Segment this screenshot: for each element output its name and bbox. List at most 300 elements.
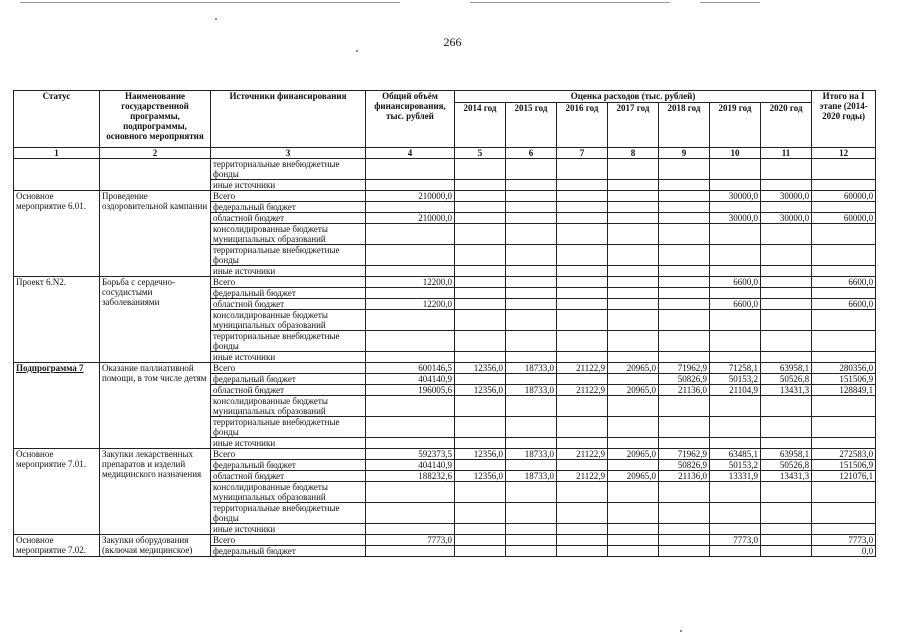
value-cell [812, 352, 876, 363]
source-cell: территориальные внебюджетные фонды [211, 331, 366, 352]
value-cell: 7773,0 [366, 535, 455, 546]
value-cell [812, 159, 876, 180]
value-cell [761, 503, 812, 524]
scan-speck [680, 630, 682, 632]
value-cell [557, 438, 608, 449]
value-cell: 12356,0 [455, 471, 506, 482]
value-cell [608, 202, 659, 213]
source-cell: федеральный бюджет [211, 374, 366, 385]
value-cell [366, 224, 455, 245]
value-cell: 404140,9 [366, 460, 455, 471]
value-cell [557, 482, 608, 503]
value-cell: 12356,0 [455, 363, 506, 374]
value-cell: 280356,0 [812, 363, 876, 374]
column-number: 7 [557, 148, 608, 159]
value-cell [659, 535, 710, 546]
value-cell [455, 191, 506, 202]
value-cell [659, 352, 710, 363]
value-cell [659, 417, 710, 438]
value-cell [659, 277, 710, 288]
value-cell: 21122,9 [557, 363, 608, 374]
value-cell [608, 352, 659, 363]
value-cell [812, 482, 876, 503]
header-year: 2017 год [608, 103, 659, 148]
status-cell: Основное мероприятие 7.02. [14, 535, 100, 557]
value-cell [710, 159, 761, 180]
value-cell [608, 213, 659, 224]
source-cell: территориальные внебюджетные фонды [211, 159, 366, 180]
value-cell [659, 546, 710, 557]
value-cell [506, 546, 557, 557]
value-cell [557, 191, 608, 202]
value-cell [761, 417, 812, 438]
value-cell: 30000,0 [710, 191, 761, 202]
value-cell [455, 266, 506, 277]
value-cell: 71962,9 [659, 449, 710, 460]
value-cell: 21122,9 [557, 385, 608, 396]
value-cell [710, 245, 761, 266]
value-cell [366, 310, 455, 331]
value-cell: 13431,3 [761, 385, 812, 396]
value-cell [366, 202, 455, 213]
value-cell: 60000,0 [812, 191, 876, 202]
value-cell [455, 524, 506, 535]
value-cell [659, 245, 710, 266]
source-cell: иные источники [211, 266, 366, 277]
value-cell [455, 180, 506, 191]
value-cell: 210000,0 [366, 191, 455, 202]
value-cell [455, 288, 506, 299]
budget-table [13, 90, 876, 557]
value-cell: 50826,9 [659, 460, 710, 471]
value-cell [812, 331, 876, 352]
value-cell [761, 288, 812, 299]
header-year: 2015 год [506, 103, 557, 148]
value-cell: 188232,6 [366, 471, 455, 482]
value-cell [761, 310, 812, 331]
value-cell [608, 524, 659, 535]
value-cell [506, 180, 557, 191]
column-number: 9 [659, 148, 710, 159]
value-cell [366, 417, 455, 438]
column-number: 2 [100, 148, 211, 159]
value-cell: 272583,0 [812, 449, 876, 460]
value-cell [608, 159, 659, 180]
source-cell: федеральный бюджет [211, 202, 366, 213]
value-cell: 128849,1 [812, 385, 876, 396]
source-cell: областной бюджет [211, 213, 366, 224]
status-cell: Основное мероприятие 7.01. [14, 449, 100, 535]
value-cell [761, 180, 812, 191]
value-cell [557, 202, 608, 213]
value-cell [659, 482, 710, 503]
value-cell [366, 524, 455, 535]
header-status: Статус [14, 91, 100, 148]
value-cell: 71258,1 [710, 363, 761, 374]
value-cell [761, 352, 812, 363]
value-cell: 404140,9 [366, 374, 455, 385]
value-cell: 63958,1 [761, 363, 812, 374]
value-cell [506, 374, 557, 385]
value-cell [710, 266, 761, 277]
value-cell [366, 331, 455, 352]
value-cell: 30000,0 [710, 213, 761, 224]
value-cell [710, 180, 761, 191]
value-cell [812, 288, 876, 299]
value-cell [455, 482, 506, 503]
value-cell [455, 331, 506, 352]
name-cell: Борьба с сердечно-сосудистыми заболеваниями [100, 277, 211, 363]
value-cell [812, 180, 876, 191]
value-cell [608, 417, 659, 438]
value-cell [608, 224, 659, 245]
column-number: 11 [761, 148, 812, 159]
value-cell [455, 546, 506, 557]
value-cell [608, 331, 659, 352]
value-cell [455, 213, 506, 224]
value-cell: 20965,0 [608, 363, 659, 374]
value-cell [455, 503, 506, 524]
source-cell: территориальные внебюджетные фонды [211, 245, 366, 266]
value-cell [506, 396, 557, 417]
value-cell [608, 482, 659, 503]
value-cell [812, 245, 876, 266]
table-row [14, 449, 876, 460]
value-cell [710, 352, 761, 363]
value-cell [710, 417, 761, 438]
value-cell [506, 503, 557, 524]
name-cell: Закупки лекарственных препаратов и изделий медицинского назначения [100, 449, 211, 535]
value-cell [761, 266, 812, 277]
value-cell: 71962,9 [659, 363, 710, 374]
source-cell: Всего [211, 449, 366, 460]
value-cell: 0,0 [812, 546, 876, 557]
value-cell: 21136,0 [659, 385, 710, 396]
value-cell [557, 374, 608, 385]
value-cell [557, 245, 608, 266]
value-cell [557, 266, 608, 277]
header-total: Общий объём финансирования, тыс. рублей [366, 91, 455, 148]
value-cell: 50526,8 [761, 460, 812, 471]
value-cell [761, 524, 812, 535]
column-number: 12 [812, 148, 876, 159]
value-cell [557, 417, 608, 438]
value-cell [608, 288, 659, 299]
value-cell: 12200,0 [366, 277, 455, 288]
value-cell [557, 460, 608, 471]
scan-edge-line [20, 2, 400, 3]
value-cell: 210000,0 [366, 213, 455, 224]
value-cell [557, 396, 608, 417]
value-cell [659, 299, 710, 310]
value-cell [710, 503, 761, 524]
table-row [14, 277, 876, 288]
value-cell [710, 396, 761, 417]
column-number: 6 [506, 148, 557, 159]
status-cell [14, 159, 100, 191]
value-cell: 18733,0 [506, 385, 557, 396]
source-cell: иные источники [211, 438, 366, 449]
value-cell: 12200,0 [366, 299, 455, 310]
value-cell [710, 224, 761, 245]
name-cell: Проведение оздоровительной кампании [100, 191, 211, 277]
value-cell [659, 503, 710, 524]
value-cell: 13431,3 [761, 471, 812, 482]
value-cell [659, 396, 710, 417]
value-cell [812, 417, 876, 438]
value-cell [455, 438, 506, 449]
value-cell [761, 535, 812, 546]
status-cell: Проект 6.N2. [14, 277, 100, 363]
value-cell: 21104,9 [710, 385, 761, 396]
value-cell [659, 202, 710, 213]
status-cell: Основное мероприятие 6.01. [14, 191, 100, 277]
column-number: 4 [366, 148, 455, 159]
value-cell [455, 460, 506, 471]
source-cell: консолидированные бюджеты муниципальных образований [211, 224, 366, 245]
value-cell: 21136,0 [659, 471, 710, 482]
value-cell [506, 288, 557, 299]
value-cell [761, 396, 812, 417]
value-cell [659, 191, 710, 202]
value-cell: 20965,0 [608, 385, 659, 396]
value-cell [659, 266, 710, 277]
source-cell: федеральный бюджет [211, 288, 366, 299]
value-cell [366, 396, 455, 417]
value-cell: 6600,0 [812, 299, 876, 310]
value-cell [659, 524, 710, 535]
source-cell: федеральный бюджет [211, 460, 366, 471]
value-cell [761, 438, 812, 449]
value-cell [557, 159, 608, 180]
value-cell: 196005,6 [366, 385, 455, 396]
value-cell [506, 417, 557, 438]
value-cell [812, 202, 876, 213]
value-cell [506, 524, 557, 535]
value-cell [557, 213, 608, 224]
value-cell [506, 266, 557, 277]
value-cell [366, 159, 455, 180]
source-cell: консолидированные бюджеты муниципальных образований [211, 482, 366, 503]
value-cell [455, 202, 506, 213]
value-cell [506, 245, 557, 266]
source-cell: консолидированные бюджеты муниципальных образований [211, 396, 366, 417]
value-cell [506, 438, 557, 449]
value-cell [557, 535, 608, 546]
value-cell [506, 482, 557, 503]
source-cell: областной бюджет [211, 471, 366, 482]
column-number: 5 [455, 148, 506, 159]
value-cell [710, 482, 761, 503]
value-cell: 21122,9 [557, 449, 608, 460]
value-cell: 6600,0 [812, 277, 876, 288]
value-cell: 30000,0 [761, 213, 812, 224]
header-result: Итого на I этапе (2014-2020 годы) [812, 91, 876, 148]
value-cell: 6600,0 [710, 299, 761, 310]
value-cell [455, 224, 506, 245]
value-cell: 600146,5 [366, 363, 455, 374]
value-cell: 18733,0 [506, 471, 557, 482]
value-cell [506, 213, 557, 224]
source-cell: Всего [211, 191, 366, 202]
source-cell: территориальные внебюджетные фонды [211, 417, 366, 438]
value-cell [710, 202, 761, 213]
source-cell: иные источники [211, 524, 366, 535]
value-cell [506, 224, 557, 245]
header-year: 2014 год [455, 103, 506, 148]
value-cell: 12356,0 [455, 385, 506, 396]
value-cell [710, 331, 761, 352]
value-cell [659, 288, 710, 299]
source-cell: Всего [211, 277, 366, 288]
value-cell: 50526,8 [761, 374, 812, 385]
value-cell [366, 438, 455, 449]
value-cell [455, 299, 506, 310]
value-cell [557, 331, 608, 352]
value-cell [710, 288, 761, 299]
header-year: 2016 год [557, 103, 608, 148]
value-cell [506, 299, 557, 310]
value-cell: 121076,1 [812, 471, 876, 482]
value-cell [659, 159, 710, 180]
value-cell [608, 535, 659, 546]
value-cell: 7773,0 [812, 535, 876, 546]
value-cell [506, 352, 557, 363]
source-cell: областной бюджет [211, 299, 366, 310]
value-cell: 50153,2 [710, 374, 761, 385]
name-cell [100, 159, 211, 191]
header-estimate: Оценка расходов (тыс. рублей) [455, 91, 812, 103]
column-number: 8 [608, 148, 659, 159]
header-sources: Источники финансирования [211, 91, 366, 148]
value-cell [659, 438, 710, 449]
value-cell [659, 310, 710, 331]
value-cell [710, 438, 761, 449]
value-cell [812, 266, 876, 277]
value-cell [366, 266, 455, 277]
value-cell [506, 310, 557, 331]
value-cell [659, 224, 710, 245]
source-cell: иные источники [211, 180, 366, 191]
value-cell [455, 245, 506, 266]
value-cell [506, 191, 557, 202]
value-cell [608, 191, 659, 202]
value-cell [506, 202, 557, 213]
scan-edge-line [470, 2, 670, 3]
value-cell [557, 180, 608, 191]
value-cell [761, 482, 812, 503]
value-cell [608, 546, 659, 557]
name-cell: Оказание паллиативной помощи, в том числе детям [100, 363, 211, 449]
value-cell [761, 159, 812, 180]
value-cell [608, 299, 659, 310]
value-cell [455, 310, 506, 331]
value-cell [608, 180, 659, 191]
value-cell [608, 245, 659, 266]
header-year: 2019 год [710, 103, 761, 148]
value-cell [557, 224, 608, 245]
value-cell [366, 245, 455, 266]
column-number: 10 [710, 148, 761, 159]
value-cell: 30000,0 [761, 191, 812, 202]
value-cell [455, 535, 506, 546]
value-cell [761, 245, 812, 266]
value-cell: 592373,5 [366, 449, 455, 460]
value-cell [366, 503, 455, 524]
value-cell [506, 535, 557, 546]
column-number: 3 [211, 148, 366, 159]
value-cell [557, 299, 608, 310]
value-cell: 20965,0 [608, 471, 659, 482]
table-row [14, 363, 876, 374]
value-cell [608, 460, 659, 471]
value-cell [608, 396, 659, 417]
value-cell [557, 546, 608, 557]
value-cell [761, 277, 812, 288]
value-cell: 60000,0 [812, 213, 876, 224]
scan-speck [215, 18, 217, 20]
table-row [14, 191, 876, 202]
value-cell [366, 352, 455, 363]
value-cell [812, 438, 876, 449]
value-cell [608, 503, 659, 524]
value-cell [761, 224, 812, 245]
value-cell: 151506,9 [812, 374, 876, 385]
value-cell [455, 396, 506, 417]
value-cell [557, 352, 608, 363]
value-cell [608, 310, 659, 331]
value-cell [455, 417, 506, 438]
value-cell [608, 438, 659, 449]
value-cell: 50153,2 [710, 460, 761, 471]
value-cell: 7773,0 [710, 535, 761, 546]
value-cell [506, 277, 557, 288]
value-cell: 151506,9 [812, 460, 876, 471]
value-cell [506, 159, 557, 180]
source-cell: консолидированные бюджеты муниципальных образований [211, 310, 366, 331]
source-cell: иные источники [211, 352, 366, 363]
value-cell [608, 277, 659, 288]
table-row [14, 159, 876, 180]
value-cell [455, 374, 506, 385]
source-cell: федеральный бюджет [211, 546, 366, 557]
value-cell: 13331,9 [710, 471, 761, 482]
value-cell [506, 460, 557, 471]
value-cell [366, 180, 455, 191]
value-cell: 63958,1 [761, 449, 812, 460]
value-cell [455, 277, 506, 288]
value-cell [366, 546, 455, 557]
value-cell [455, 352, 506, 363]
value-cell [659, 331, 710, 352]
header-name: Наименование государственной программы, подпрограммы, основного мероприятия [100, 91, 211, 148]
scan-speck [356, 50, 358, 52]
scan-edge-line [700, 2, 760, 3]
name-cell: Закупки оборудования (включая медицинское) [100, 535, 211, 557]
value-cell: 63485,1 [710, 449, 761, 460]
value-cell [812, 396, 876, 417]
value-cell [506, 331, 557, 352]
value-cell [812, 503, 876, 524]
value-cell [557, 310, 608, 331]
value-cell [659, 180, 710, 191]
page-number: 266 [443, 35, 462, 49]
header-year: 2018 год [659, 103, 710, 148]
value-cell [659, 213, 710, 224]
value-cell [761, 331, 812, 352]
value-cell [761, 202, 812, 213]
value-cell [557, 277, 608, 288]
